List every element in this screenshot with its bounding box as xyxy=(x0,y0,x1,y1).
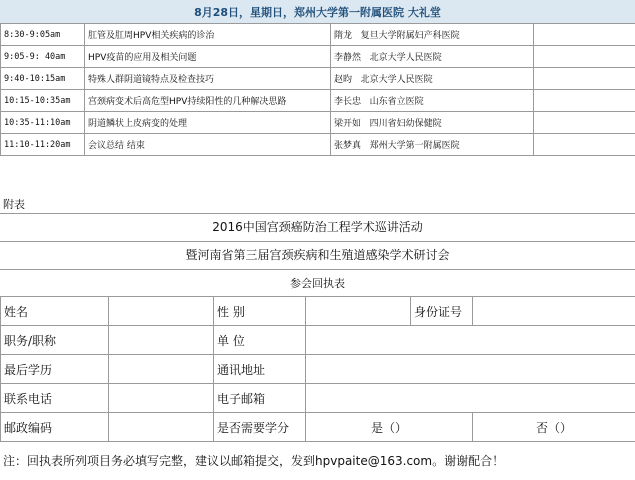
schedule-empty-cell xyxy=(534,134,635,156)
label-education: 最后学历 xyxy=(1,355,109,384)
schedule-time: 8:30-9:05am xyxy=(1,24,85,46)
label-phone: 联系电话 xyxy=(1,384,109,413)
table-row xyxy=(1,134,635,156)
credit-no-option[interactable]: 否（） xyxy=(473,413,635,442)
name-field[interactable] xyxy=(109,297,214,326)
schedule-topic: 会议总结 结束 xyxy=(85,134,331,156)
phone-field[interactable] xyxy=(109,384,214,413)
schedule-empty-cell xyxy=(534,112,635,134)
schedule-table xyxy=(0,23,635,156)
title-field[interactable] xyxy=(109,326,214,355)
table-row xyxy=(1,326,635,355)
table-row xyxy=(1,68,635,90)
schedule-empty-cell xyxy=(534,68,635,90)
event-title-2: 暨河南省第三届宫颈疾病和生殖道感染学术研讨会 xyxy=(0,241,635,267)
address-field[interactable] xyxy=(306,355,635,384)
label-id-number: 身份证号 xyxy=(411,297,473,326)
schedule-time: 11:10-11:20am xyxy=(1,134,85,156)
schedule-topic: 肛管及肛周HPV相关疾病的诊治 xyxy=(85,24,331,46)
table-row xyxy=(1,297,635,326)
label-postcode: 邮政编码 xyxy=(1,413,109,442)
schedule-empty-cell xyxy=(534,24,635,46)
schedule-topic: 宫颈病变术后高危型HPV持续阳性的几种解决思路 xyxy=(85,90,331,112)
id-number-field[interactable] xyxy=(473,297,635,326)
label-email: 电子邮箱 xyxy=(214,384,306,413)
gender-field[interactable] xyxy=(306,297,411,326)
unit-field[interactable] xyxy=(306,326,635,355)
schedule-time: 9:40-10:15am xyxy=(1,68,85,90)
appendix-label: 附表 xyxy=(3,198,25,211)
label-unit: 单 位 xyxy=(214,326,306,355)
schedule-speaker: 赵昀 北京大学人民医院 xyxy=(331,68,534,90)
table-row xyxy=(1,24,635,46)
table-row xyxy=(1,46,635,68)
table-row xyxy=(1,355,635,384)
table-row xyxy=(1,90,635,112)
schedule-topic: HPV疫苗的应用及相关问题 xyxy=(85,46,331,68)
schedule-speaker: 隋龙 复旦大学附属妇产科医院 xyxy=(331,24,534,46)
schedule-time: 10:35-11:10am xyxy=(1,112,85,134)
schedule-speaker: 李长忠 山东省立医院 xyxy=(331,90,534,112)
email-field[interactable] xyxy=(306,384,635,413)
receipt-title: 参会回执表 xyxy=(0,269,635,295)
schedule-time: 9:05-9: 40am xyxy=(1,46,85,68)
postcode-field[interactable] xyxy=(109,413,214,442)
schedule-topic: 特殊人群阴道镜特点及检查技巧 xyxy=(85,68,331,90)
label-title: 职务/职称 xyxy=(1,326,109,355)
label-credit: 是否需要学分 xyxy=(214,413,306,442)
schedule-empty-cell xyxy=(534,90,635,112)
schedule-empty-cell xyxy=(534,46,635,68)
table-row xyxy=(1,413,635,442)
schedule-speaker: 梁开如 四川省妇幼保健院 xyxy=(331,112,534,134)
label-name: 姓名 xyxy=(1,297,109,326)
event-title-1: 2016中国宫颈癌防治工程学术巡讲活动 xyxy=(0,213,635,239)
schedule-speaker: 张梦真 郑州大学第一附属医院 xyxy=(331,134,534,156)
schedule-time: 10:15-10:35am xyxy=(1,90,85,112)
schedule-speaker: 李静然 北京大学人民医院 xyxy=(331,46,534,68)
education-field[interactable] xyxy=(109,355,214,384)
table-row xyxy=(1,112,635,134)
label-gender: 性 别 xyxy=(214,297,306,326)
label-address: 通讯地址 xyxy=(214,355,306,384)
schedule-topic: 阴道鳞状上皮病变的处理 xyxy=(85,112,331,134)
submission-note: 注：回执表所列项目务必填写完整，建议以邮箱提交，发到hpvpaite@163.com。谢谢配合！ xyxy=(3,454,505,468)
receipt-table xyxy=(0,296,635,442)
credit-yes-option[interactable]: 是（） xyxy=(306,413,473,442)
schedule-header: 8月28日，星期日，郑州大学第一附属医院 大礼堂 xyxy=(0,0,635,23)
table-row xyxy=(1,384,635,413)
